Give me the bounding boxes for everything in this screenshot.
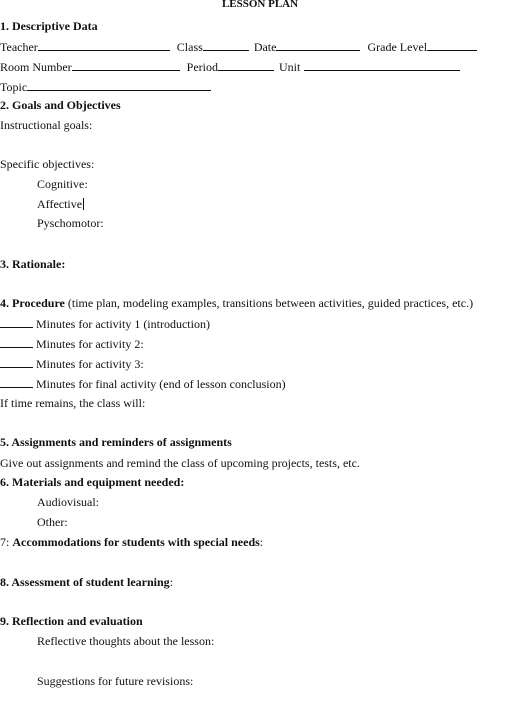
document-title: LESSON PLAN bbox=[221, 0, 299, 10]
class-label: Class bbox=[176, 40, 203, 54]
minutes-field-1[interactable] bbox=[0, 316, 33, 328]
activity-row-3 bbox=[0, 356, 144, 371]
section-8-colon: : bbox=[169, 575, 174, 589]
teacher-field[interactable] bbox=[38, 39, 170, 51]
section-9-heading: 9. Reflection and evaluation bbox=[0, 614, 143, 628]
reflective-thoughts-label: Reflective thoughts about the lesson: bbox=[37, 634, 215, 648]
audiovisual-label: Audiovisual: bbox=[37, 495, 99, 509]
grade-level-label: Grade Level bbox=[367, 40, 428, 54]
text-cursor bbox=[83, 198, 84, 210]
section-4-heading-row bbox=[0, 296, 473, 310]
room-period-unit-row bbox=[0, 59, 460, 74]
activity-row-2 bbox=[0, 336, 144, 351]
section-7-colon: : bbox=[259, 535, 264, 549]
activity-row-1 bbox=[0, 316, 210, 331]
period-field[interactable] bbox=[218, 59, 274, 71]
specific-objectives-label: Specific objectives: bbox=[0, 157, 95, 171]
other-label: Other: bbox=[37, 515, 68, 529]
section-2-heading: 2. Goals and Objectives bbox=[0, 98, 121, 112]
section-3-heading: 3. Rationale: bbox=[0, 257, 66, 271]
topic-label: Topic bbox=[0, 80, 28, 94]
minutes-field-3[interactable] bbox=[0, 356, 33, 368]
date-label: Date bbox=[253, 40, 277, 54]
affective-label: Affective bbox=[37, 197, 83, 211]
section-4-heading: 4. Procedure bbox=[0, 296, 65, 310]
psychomotor-label: Pyschomotor: bbox=[37, 216, 104, 230]
minutes-field-4[interactable] bbox=[0, 376, 33, 388]
topic-field[interactable] bbox=[27, 79, 211, 91]
time-remains-label: If time remains, the class will: bbox=[0, 396, 146, 410]
unit-label: Unit bbox=[279, 60, 301, 74]
instructional-goals-label: Instructional goals: bbox=[0, 118, 93, 132]
minutes-field-2[interactable] bbox=[0, 336, 33, 348]
teacher-class-date-grade-row bbox=[0, 39, 477, 54]
period-label: Period bbox=[186, 60, 219, 74]
activity-row-4 bbox=[0, 376, 286, 391]
room-number-label: Room Number bbox=[0, 60, 72, 74]
date-field[interactable] bbox=[276, 39, 360, 51]
activity-label-4: Minutes for final activity (end of lesson conclusion) bbox=[36, 377, 286, 391]
section-7-number: 7: bbox=[0, 535, 13, 549]
affective-row bbox=[37, 197, 84, 211]
section-5-heading: 5. Assignments and reminders of assignments bbox=[0, 435, 232, 449]
teacher-label: Teacher bbox=[0, 40, 38, 54]
procedure-note: (time plan, modeling examples, transitions between activities, guided practices, etc.) bbox=[64, 296, 474, 310]
activity-label-3: Minutes for activity 3: bbox=[36, 357, 144, 371]
section-6-heading: 6. Materials and equipment needed: bbox=[0, 475, 185, 489]
room-number-field[interactable] bbox=[72, 59, 180, 71]
assignments-text: Give out assignments and remind the class of upcoming projects, tests, etc. bbox=[0, 456, 360, 470]
section-7-heading: Accommodations for students with special needs bbox=[12, 535, 260, 549]
section-7-row bbox=[0, 535, 263, 549]
section-8-row bbox=[0, 575, 173, 589]
cognitive-label: Cognitive: bbox=[37, 177, 88, 191]
topic-row bbox=[0, 79, 211, 94]
unit-field[interactable] bbox=[304, 59, 460, 71]
section-8-heading: 8. Assessment of student learning bbox=[0, 575, 170, 589]
section-1-heading: 1. Descriptive Data bbox=[0, 19, 98, 33]
activity-label-2: Minutes for activity 2: bbox=[36, 337, 144, 351]
suggestions-label: Suggestions for future revisions: bbox=[37, 674, 194, 688]
grade-level-field[interactable] bbox=[427, 39, 477, 51]
class-field[interactable] bbox=[203, 39, 249, 51]
activity-label-1: Minutes for activity 1 (introduction) bbox=[36, 317, 210, 331]
